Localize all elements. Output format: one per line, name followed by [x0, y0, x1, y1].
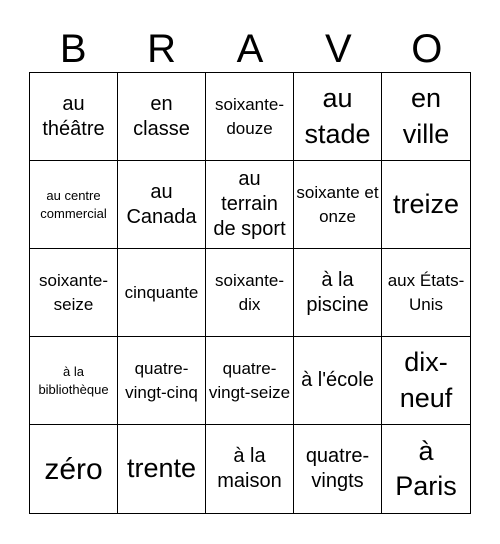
bingo-cell-r3c4[interactable]: à la piscine: [294, 249, 382, 337]
bingo-cell-r4c3[interactable]: quatre-vingt-seize: [206, 337, 294, 425]
bingo-cell-r5c4[interactable]: quatre-vingts: [294, 425, 382, 513]
bingo-cell-r4c1[interactable]: à la bibliothèque: [30, 337, 118, 425]
bingo-cell-r3c1[interactable]: soixante-seize: [30, 249, 118, 337]
bingo-cell-r4c4[interactable]: à l'école: [294, 337, 382, 425]
bingo-cell-r5c1[interactable]: zéro: [30, 425, 118, 513]
header-letter-o: O: [411, 27, 443, 71]
bingo-cell-r3c3[interactable]: soixante-dix: [206, 249, 294, 337]
bingo-cell-r5c5[interactable]: à Paris: [395, 435, 457, 501]
bingo-header: [29, 26, 471, 72]
header-letter-v: V: [325, 27, 352, 71]
bingo-cell-r1c2[interactable]: en classe: [118, 73, 206, 161]
bingo-cell-r5c3[interactable]: à la maison: [206, 425, 294, 513]
bingo-cell-r1c5[interactable]: en ville: [382, 73, 470, 161]
header-letter-r: R: [147, 27, 177, 71]
bingo-cell-r1c1[interactable]: au théâtre: [30, 73, 118, 161]
bingo-cell-r4c2[interactable]: quatre-vingt-cinq: [118, 337, 206, 425]
bingo-cell-r1c4[interactable]: au stade: [294, 73, 382, 161]
bingo-cell-r4c5[interactable]: dix-neuf: [382, 337, 470, 425]
bingo-cell-r1c3[interactable]: soixante-douze: [206, 73, 294, 161]
bingo-cell-r2c4[interactable]: soixante et onze: [294, 161, 382, 249]
bingo-cell-r2c1[interactable]: au centre commercial: [30, 161, 118, 249]
bingo-cell-r2c5[interactable]: treize: [382, 161, 470, 249]
bingo-cell-r2c3[interactable]: au terrain de sport: [206, 161, 294, 249]
bingo-board: [29, 72, 471, 514]
bingo-cell-r2c2[interactable]: au Canada: [118, 161, 206, 249]
bingo-cell-r5c2[interactable]: trente: [118, 425, 206, 513]
bingo-cell-r3c5[interactable]: aux États-Unis: [382, 249, 470, 337]
header-letter-a: A: [236, 27, 264, 71]
header-letter-b: B: [59, 27, 87, 71]
bingo-cell-r3c2[interactable]: cinquante: [118, 249, 206, 337]
